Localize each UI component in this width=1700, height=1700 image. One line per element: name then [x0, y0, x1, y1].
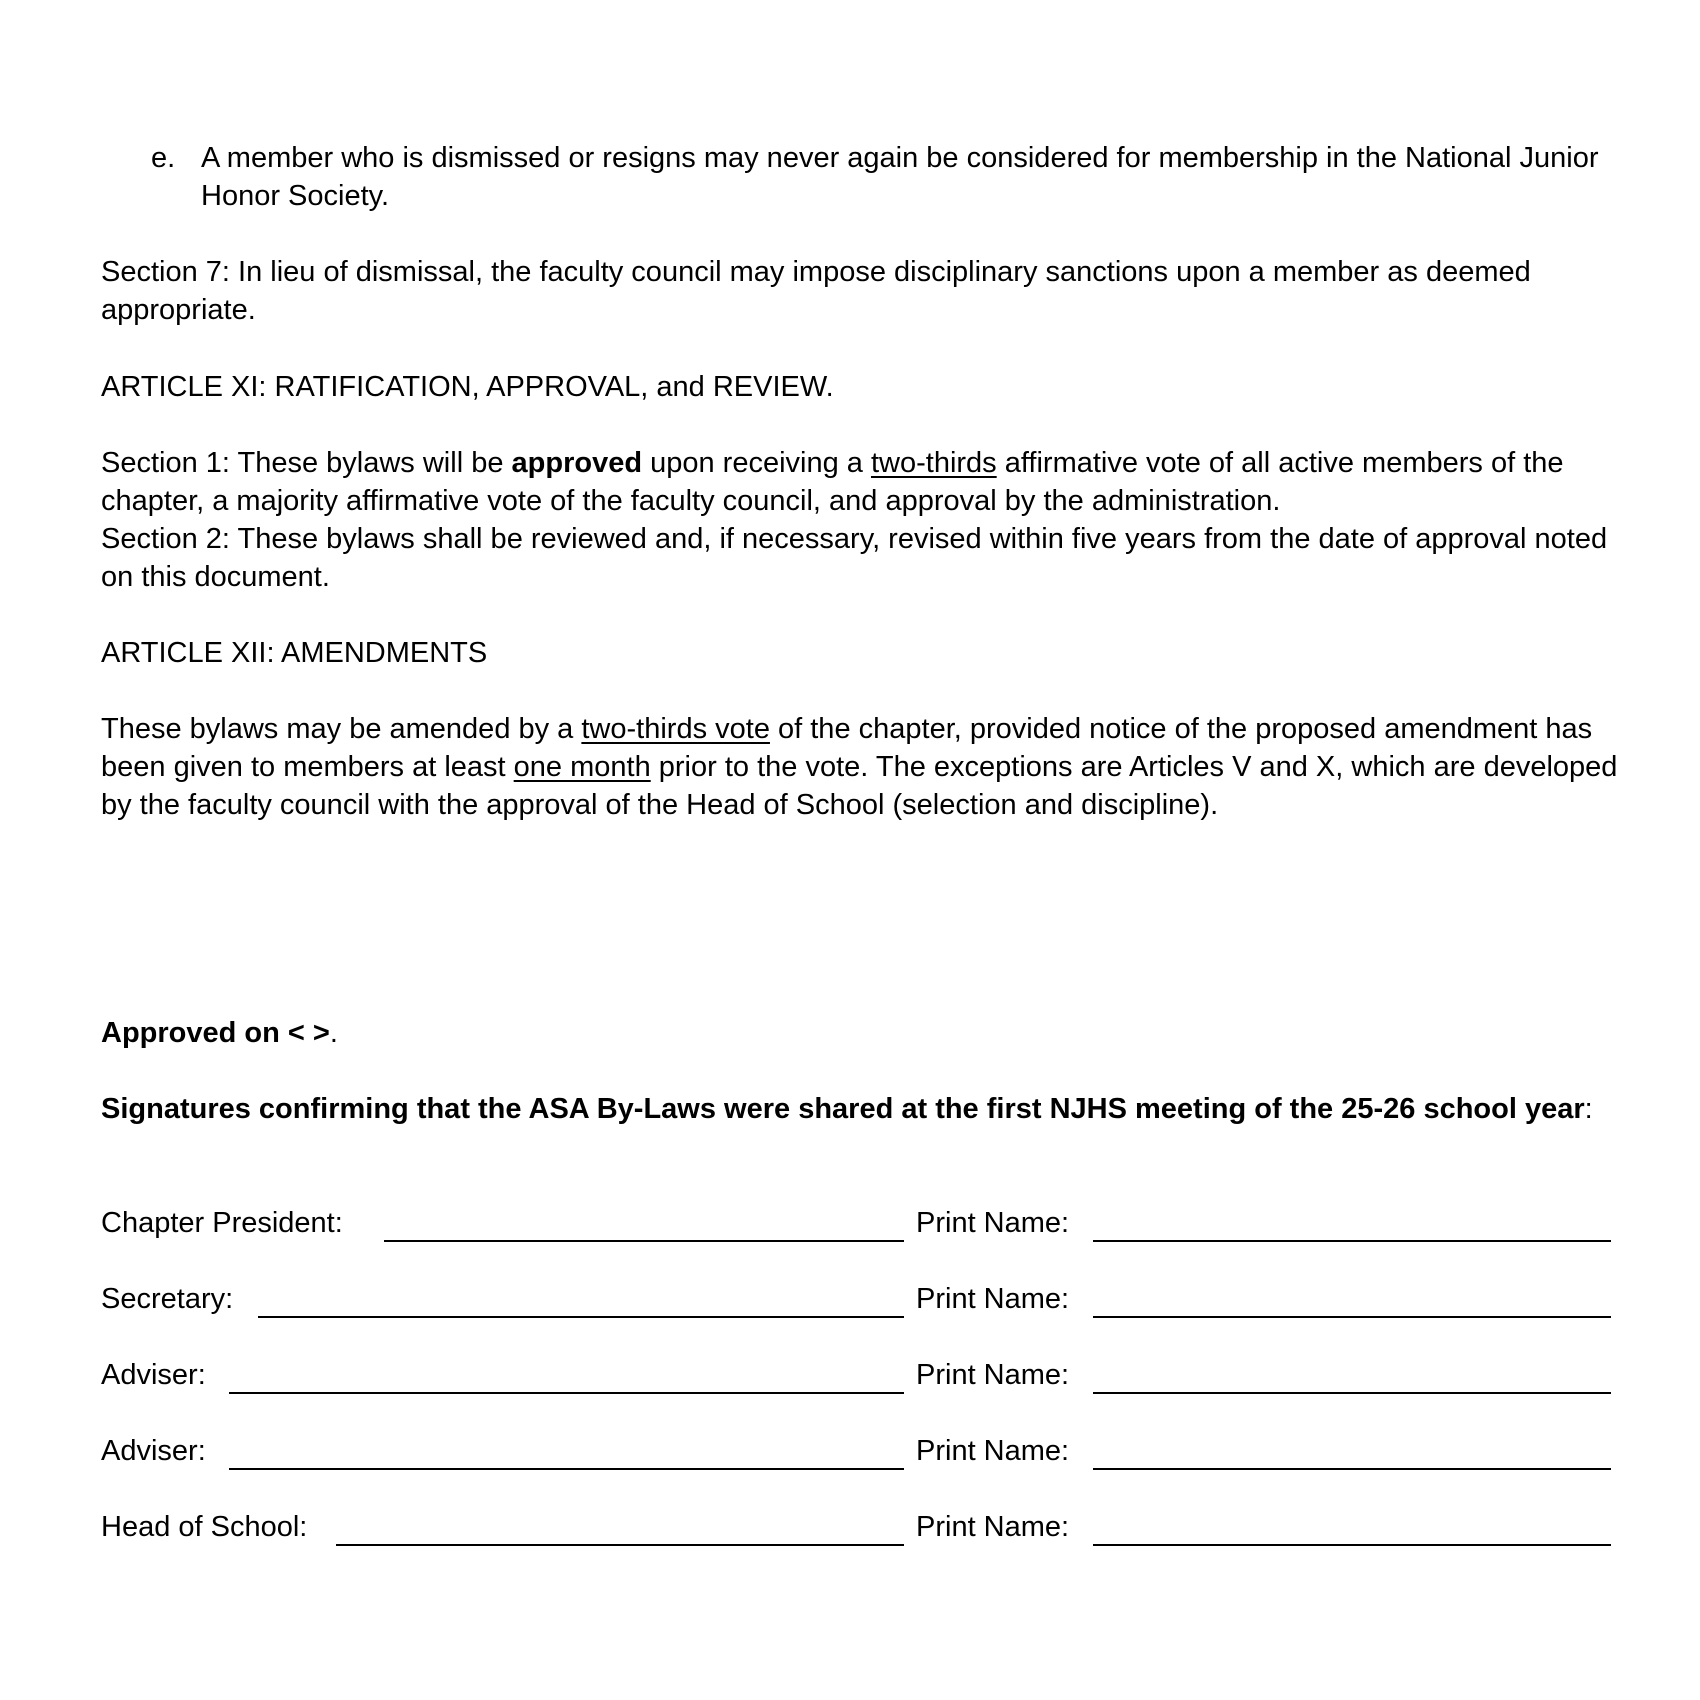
print-name-line[interactable] [1093, 1240, 1611, 1242]
signature-label: Adviser: [101, 1435, 206, 1467]
amendment-text: of the chapter, provided notice of the proposed amendment has been given to members at least [101, 713, 1593, 783]
approved-on-tail: . [329, 1017, 338, 1049]
section-1-text: affirmative vote of all active members of the chapter, a majority affirmative vote of the faculty council, and approval by the administration. [101, 447, 1564, 517]
print-name-label: Print Name: [916, 1207, 1070, 1239]
article-xi-section-1 [101, 444, 1621, 520]
print-name-label: Print Name: [916, 1435, 1070, 1467]
signature-line[interactable] [336, 1544, 904, 1546]
approved-on-line [101, 1014, 1621, 1052]
article-xi-heading: ARTICLE XI: RATIFICATION, APPROVAL, and REVIEW. [101, 371, 834, 403]
print-name-label: Print Name: [916, 1283, 1070, 1315]
article-xii-heading: ARTICLE XII: AMENDMENTS [101, 637, 488, 669]
signature-row-chapter-president [101, 1204, 1621, 1244]
section-1-bold-approved: approved [511, 447, 643, 479]
print-name-label: Print Name: [916, 1359, 1070, 1391]
print-name-line[interactable] [1093, 1316, 1611, 1318]
signature-label: Adviser: [101, 1359, 206, 1391]
amendment-underlined-month: one month [513, 751, 651, 783]
section-1-text: Section 1: These bylaws will be [101, 447, 512, 479]
signature-row-head-of-school [101, 1508, 1621, 1548]
signatures-heading-tail: : [1584, 1093, 1593, 1125]
print-name-line[interactable] [1093, 1392, 1611, 1394]
amendment-text: These bylaws may be amended by a [101, 713, 582, 745]
print-name-label: Print Name: [916, 1511, 1070, 1543]
signature-row-secretary [101, 1280, 1621, 1320]
print-name-line[interactable] [1093, 1544, 1611, 1546]
amendment-text: prior to the vote. The exceptions are Articles V and X, which are developed by the faculty council with the approval of the Head of School (selection and discipline). [101, 751, 1618, 821]
signature-line[interactable] [229, 1468, 904, 1470]
signature-label: Secretary: [101, 1283, 234, 1315]
signature-label: Chapter President: [101, 1207, 343, 1239]
approved-on-label: Approved on < > [101, 1017, 330, 1049]
signature-line[interactable] [229, 1392, 904, 1394]
signature-line[interactable] [384, 1240, 904, 1242]
signature-row-adviser-1 [101, 1356, 1621, 1396]
list-item-text: A member who is dismissed or resigns may never again be considered for membership in the National Junior Honor Society. [201, 142, 1599, 212]
section-1-text: upon receiving a [642, 447, 871, 479]
signatures-heading-text: Signatures confirming that the ASA By-Laws were shared at the first NJHS meeting of the 25-26 school year [101, 1093, 1585, 1125]
article-xii-body [101, 710, 1621, 824]
signature-label: Head of School: [101, 1511, 308, 1543]
list-marker: e. [151, 142, 176, 174]
article-xi-section-2: Section 2: These bylaws shall be reviewed and, if necessary, revised within five years from the date of approval noted on this document. [101, 523, 1608, 593]
signature-line[interactable] [258, 1316, 904, 1318]
signature-row-adviser-2 [101, 1432, 1621, 1472]
section-7-paragraph: Section 7: In lieu of dismissal, the faculty council may impose disciplinary sanctions upon a member as deemed appropriate. [101, 256, 1531, 326]
signatures-heading [101, 1090, 1621, 1128]
section-1-underlined: two-thirds [870, 447, 997, 479]
print-name-line[interactable] [1093, 1468, 1611, 1470]
amendment-underlined-vote: two-thirds vote [581, 713, 770, 745]
